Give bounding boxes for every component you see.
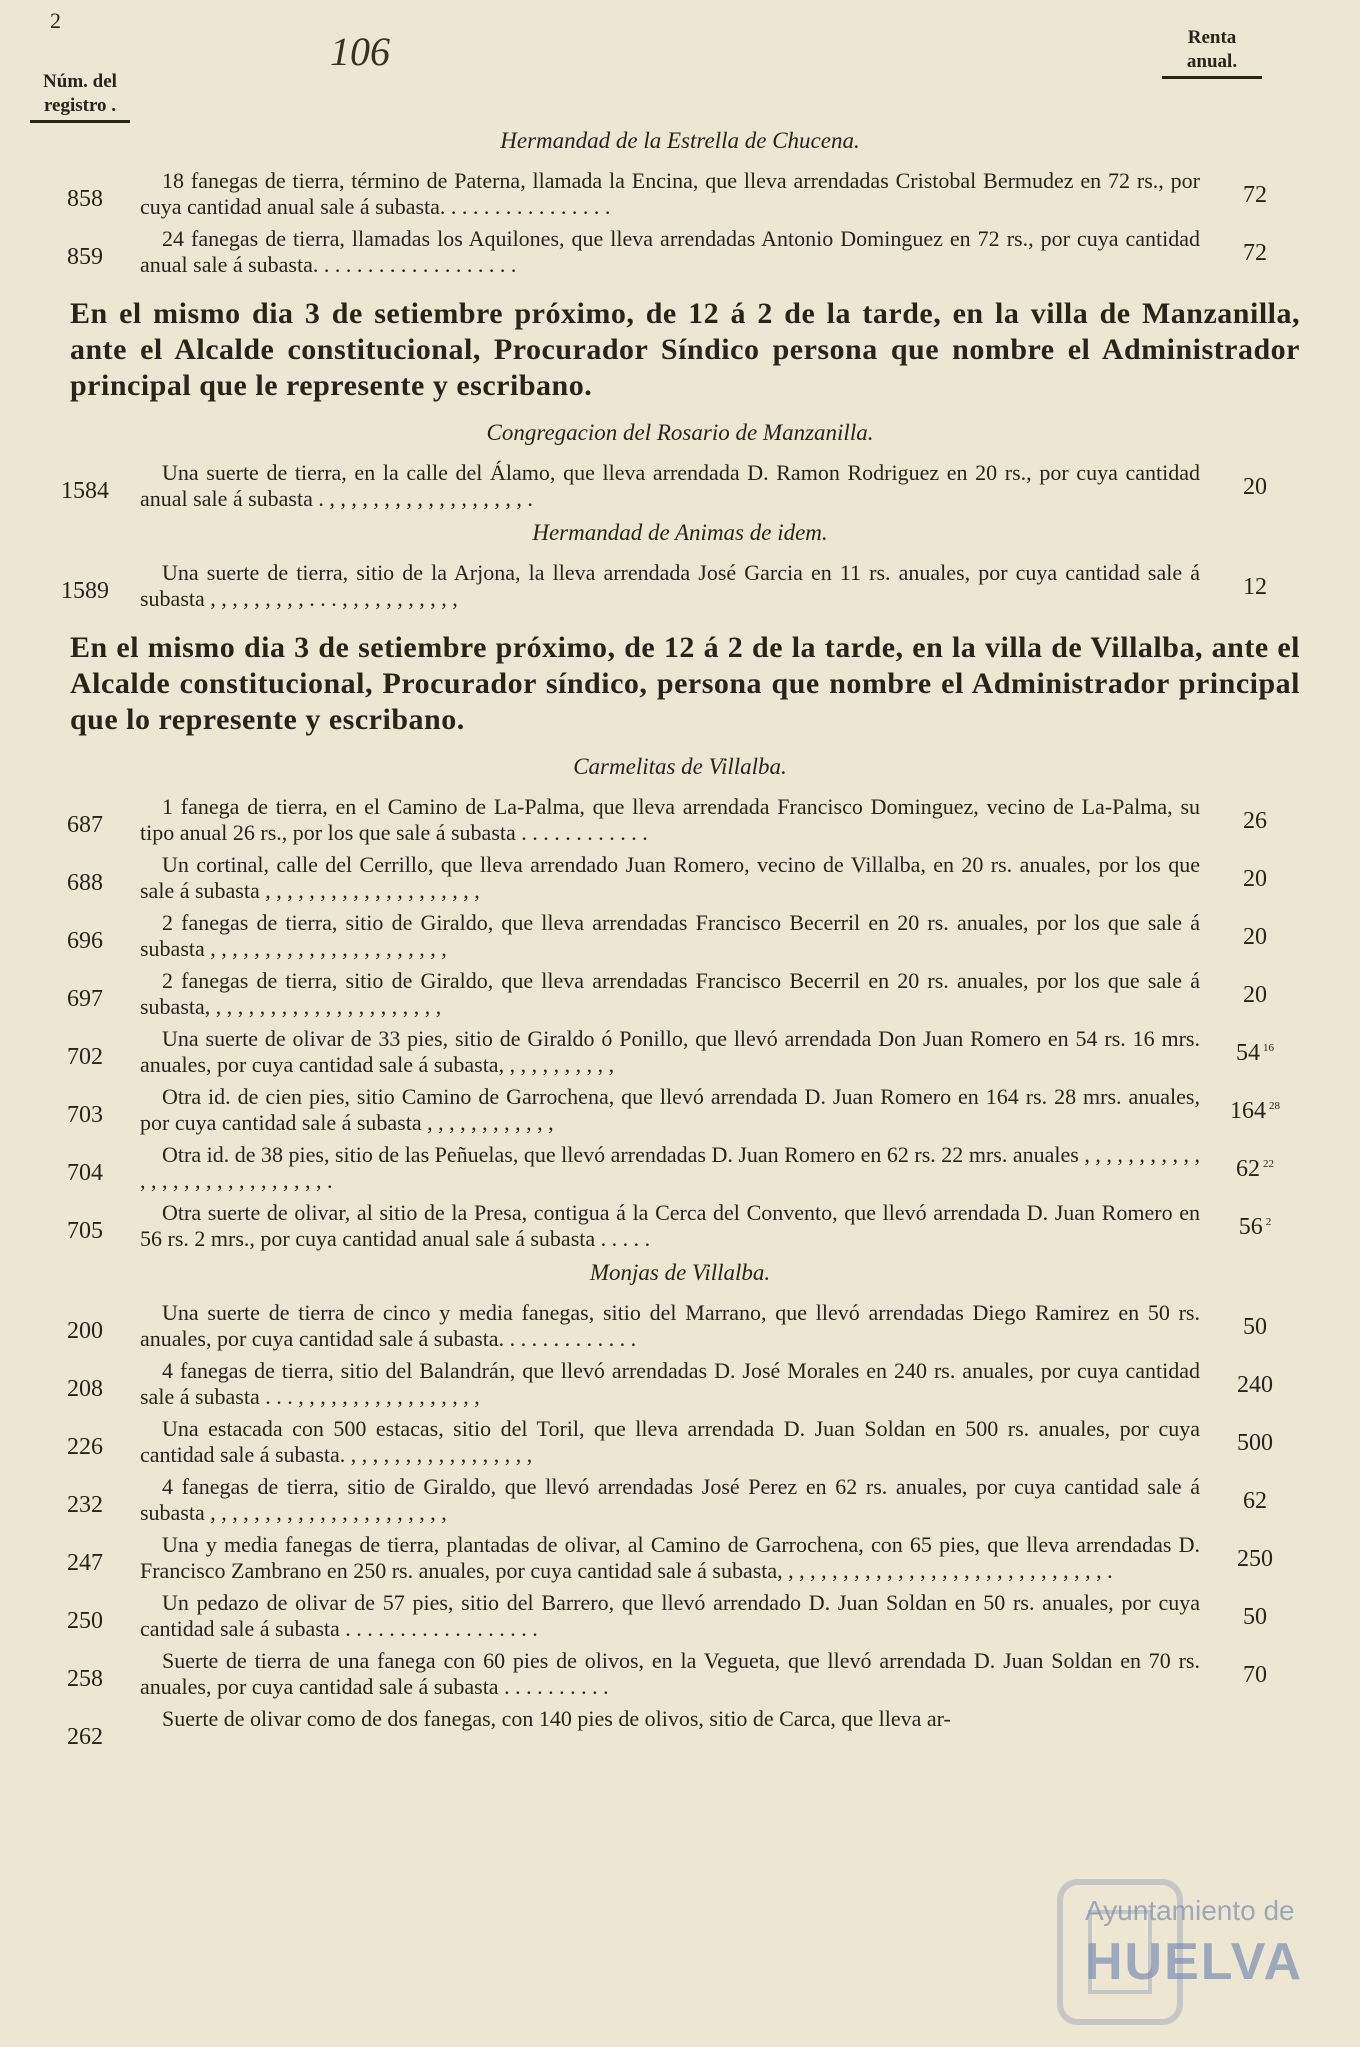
- column-header-renta-line2: anual.: [1186, 51, 1238, 72]
- entry-description: Una suerte de olivar de 33 pies, sitio de Giraldo ó Ponillo, que llevó arrendada Don Juan Romero en 54 rs. 16 mrs. anuales, por cuya cantidad sale á subasta, , , , , , , , , , ,: [140, 1026, 1200, 1077]
- registry-number: 208: [67, 1376, 103, 1402]
- registry-number: 232: [67, 1492, 103, 1518]
- registry-number: 702: [67, 1044, 103, 1070]
- annual-rent-reales: 54: [1236, 1040, 1260, 1066]
- annual-rent: [1200, 1300, 1310, 1341]
- column-header-registro-line1: Núm. del: [43, 71, 117, 92]
- annual-rent-reales: 20: [1243, 982, 1267, 1008]
- registry-number: 705: [67, 1218, 103, 1244]
- annual-rent-maravedis: 16: [1263, 1042, 1274, 1054]
- register-entry: [30, 1474, 1330, 1526]
- annual-rent: [1200, 968, 1310, 1009]
- register-entry: [30, 168, 1330, 220]
- folio-number: 106: [330, 29, 390, 74]
- register-entry: [30, 1358, 1330, 1410]
- annual-rent: [1200, 1416, 1310, 1457]
- registry-number: 200: [67, 1318, 103, 1344]
- entry-description: Otra suerte de olivar, al sitio de la Presa, contigua á la Cerca del Convento, que llevó arrendada D. Juan Romero en 56 rs. 2 mrs., por cuya cantidad anual sale á subasta . . . . .: [140, 1200, 1200, 1251]
- annual-rent-reales: 72: [1243, 182, 1267, 208]
- entry-description: 1 fanega de tierra, en el Camino de La-Palma, que lleva arrendada Francisco Dominguez, vecino de La-Palma, su tipo anual 26 rs., por los que sale á subasta . . . . . . . . . . . .: [140, 794, 1200, 845]
- registry-number: 696: [67, 928, 103, 954]
- annual-rent-reales: 250: [1237, 1546, 1273, 1572]
- registry-number: 704: [67, 1160, 103, 1186]
- registry-number: 250: [67, 1608, 103, 1634]
- register-entry: [30, 1706, 1330, 1751]
- annual-rent-reales: 50: [1243, 1604, 1267, 1630]
- registry-number: 258: [67, 1666, 103, 1692]
- registry-number: 1584: [61, 478, 109, 504]
- annual-rent: [1200, 168, 1310, 209]
- registry-number: 858: [67, 186, 103, 212]
- entry-description: 2 fanegas de tierra, sitio de Giraldo, que lleva arrendadas Francisco Becerril en 20 rs. anuales, por los que sale á subasta , , , , , , , , , , , , , , , , , , , , , ,: [140, 910, 1200, 961]
- register-entry: [30, 560, 1330, 612]
- register-entry: [30, 1648, 1330, 1700]
- entry-description: 4 fanegas de tierra, sitio del Balandrán, que llevó arrendadas D. José Morales en 240 rs. anuales, por cuya cantidad sale á subasta . . . , , , , , , , , , , , , , , , , ,: [140, 1358, 1200, 1409]
- entry-description: Una suerte de tierra, en la calle del Álamo, que lleva arrendada D. Ramon Rodriguez en 20 rs., por cuya cantidad anual sale á subasta . , , , , , , , , , , , , , , , , , , .: [140, 460, 1200, 511]
- header-rule: [1162, 76, 1262, 79]
- entry-description: Una y media fanegas de tierra, plantadas de olivar, al Camino de Garrochena, con 65 pies, que lleva arrendadas D. Francisco Zambrano en 250 rs. anuales, por cuya cantidad sale á subasta, , , , , , , , , , , , , , , , , , , , , , , , , , , , , , .: [140, 1532, 1200, 1583]
- annual-rent: [1200, 1142, 1310, 1183]
- section-title: Congregacion del Rosario de Manzanilla.: [486, 420, 874, 445]
- column-header-registro: [30, 70, 130, 123]
- annual-rent-reales: 240: [1237, 1372, 1273, 1398]
- annual-rent-reales: 500: [1237, 1430, 1273, 1456]
- annual-rent-reales: 20: [1243, 866, 1267, 892]
- column-header-renta-line1: Renta: [1187, 27, 1237, 48]
- registry-number: 262: [67, 1724, 103, 1750]
- annual-rent: [1200, 1706, 1310, 1720]
- register-entry: [30, 910, 1330, 962]
- annual-rent: [1200, 226, 1310, 267]
- entry-description: Suerte de tierra de una fanega con 60 pies de olivos, en la Vegueta, que llevó arrendada D. Juan Soldan en 70 rs. anuales, por cuya cantidad sale á subasta . . . . . . . . . .: [140, 1648, 1200, 1699]
- column-header-renta: [1162, 26, 1262, 79]
- entry-description: 24 fanegas de tierra, llamadas los Aquilones, que lleva arrendadas Antonio Dominguez en 72 rs., por cuya cantidad anual sale á subasta. . . . . . . . . . . . . . . . . . .: [140, 226, 1200, 277]
- annual-rent-reales: 62: [1243, 1488, 1267, 1514]
- annual-rent-reales: 72: [1243, 240, 1267, 266]
- annual-rent: [1200, 460, 1310, 501]
- entry-description: 2 fanegas de tierra, sitio de Giraldo, que lleva arrendadas Francisco Becerril en 20 rs. anuales, por los que sale á subasta, , , , , , , , , , , , , , , , , , , , , ,: [140, 968, 1200, 1019]
- annual-rent-reales: 56: [1238, 1214, 1263, 1240]
- entry-description: Otra id. de cien pies, sitio Camino de Garrochena, que llevó arrendada D. Juan Romero en 164 rs. 28 mrs. anuales, por cuya cantidad sale á subasta , , , , , , , , , , , ,: [140, 1084, 1200, 1135]
- corner-mark: 2: [50, 8, 61, 33]
- registry-number: 697: [67, 986, 103, 1012]
- annual-rent: [1200, 1200, 1310, 1241]
- annual-rent-reales: 50: [1243, 1314, 1267, 1340]
- watermark-line1: Ayuntamiento de: [1085, 1895, 1295, 1926]
- annual-rent-reales: 20: [1243, 924, 1267, 950]
- section-title: Monjas de Villalba.: [589, 1260, 771, 1285]
- entry-description: Suerte de olivar como de dos fanegas, con 140 pies de olivos, sitio de Carca, que lleva ar-: [162, 1706, 951, 1731]
- register-entry: [30, 1026, 1330, 1078]
- annual-rent: [1200, 1358, 1310, 1399]
- register-entry: [30, 794, 1330, 846]
- annual-rent: [1200, 794, 1310, 835]
- entry-description: Una suerte de tierra, sitio de la Arjona, la lleva arrendada José Garcia en 11 rs. anuales, por cuya cantidad sale á subasta , , , , , , , , , . . . , , , , , , , , , , ,: [140, 560, 1200, 611]
- annual-rent: [1200, 1026, 1310, 1067]
- registry-number: 687: [67, 812, 103, 838]
- entry-description: Un cortinal, calle del Cerrillo, que lleva arrendado Juan Romero, vecino de Villalba, en 20 rs. anuales, por los que sale á subasta , , , , , , , , , , , , , , , , , , , ,: [140, 852, 1200, 903]
- annual-rent: [1200, 1532, 1310, 1573]
- entry-description: 18 fanegas de tierra, término de Paterna, llamada la Encina, que lleva arrendadas Cristobal Bermudez en 72 rs., por cuya cantidad anual sale á subasta. . . . . . . . . . . . . . . .: [140, 168, 1200, 219]
- column-header-registro-line2: registro .: [43, 95, 117, 116]
- registry-number: 247: [67, 1550, 103, 1576]
- entry-description: 4 fanegas de tierra, sitio de Giraldo, que llevó arrendadas José Perez en 62 rs. anuales, por cuya cantidad sale á subasta , , , , , , , , , , , , , , , , , , , , , ,: [140, 1474, 1200, 1525]
- annual-rent-maravedis: 22: [1263, 1158, 1274, 1170]
- annual-rent: [1200, 910, 1310, 951]
- registry-number: 859: [67, 244, 103, 270]
- entry-description: Otra id. de 38 pies, sitio de las Peñuelas, que llevó arrendadas D. Juan Romero en 62 rs. 22 mrs. anuales , , , , , , , , , , , , , , , , , , , , , , , , , , , , .: [140, 1142, 1200, 1193]
- annual-rent: [1200, 1474, 1310, 1515]
- section-group-2: [30, 420, 1330, 612]
- register-entry: [30, 1084, 1330, 1136]
- entry-description: Una suerte de tierra de cinco y media fanegas, sitio del Marrano, que llevó arrendadas Diego Ramirez en 50 rs. anuales, por cuya cantidad sale á subasta. . . . . . . . . . . . .: [140, 1300, 1200, 1351]
- register-entry: [30, 852, 1330, 904]
- register-entry: [30, 1416, 1330, 1468]
- entry-description: Un pedazo de olivar de 57 pies, sitio del Barrero, que llevó arrendado D. Juan Soldan en 50 rs. anuales, por cuya cantidad sale á subasta . . . . . . . . . . . . . . . . . .: [140, 1590, 1200, 1641]
- annual-rent-maravedis: 28: [1269, 1100, 1280, 1112]
- section-title: Hermandad de Animas de idem.: [532, 520, 828, 545]
- register-entry: [30, 226, 1330, 278]
- register-entry: [30, 460, 1330, 512]
- section-title: Carmelitas de Villalba.: [573, 754, 787, 779]
- auction-notice-villalba: En el mismo dia 3 de setiembre próximo, de 12 á 2 de la tarde, en la villa de Villalba, ante el Alcalde constitucional, Procurador síndico, persona que nombre el Administrador principal que lo represente y escribano.: [70, 631, 1300, 736]
- document-body: [30, 120, 1330, 1757]
- annual-rent: [1200, 1084, 1310, 1125]
- registry-number: 1589: [61, 578, 109, 604]
- register-entry: [30, 1142, 1330, 1194]
- register-entry: [30, 1532, 1330, 1584]
- annual-rent-reales: 26: [1243, 808, 1267, 834]
- register-entry: [30, 1300, 1330, 1352]
- watermark-line2: HUELVA: [1085, 1933, 1304, 1991]
- annual-rent: [1200, 852, 1310, 893]
- register-entry: [30, 1200, 1330, 1252]
- annual-rent: [1200, 1590, 1310, 1631]
- annual-rent-reales: 20: [1243, 474, 1267, 500]
- register-entry: [30, 968, 1330, 1020]
- annual-rent-reales: 12: [1243, 574, 1267, 600]
- registry-number: 226: [67, 1434, 103, 1460]
- auction-notice-manzanilla: En el mismo dia 3 de setiembre próximo, de 12 á 2 de la tarde, en la villa de Manzanilla, ante el Alcalde constitucional, Procurador Síndico persona que nombre el Administrador principal que le represente y escribano.: [70, 297, 1300, 402]
- annual-rent: [1200, 560, 1310, 601]
- registry-number: 688: [67, 870, 103, 896]
- section-title: Hermandad de la Estrella de Chucena.: [500, 128, 860, 153]
- annual-rent: [1200, 1648, 1310, 1689]
- registry-number: 703: [67, 1102, 103, 1128]
- annual-rent-reales: 164: [1230, 1098, 1266, 1124]
- annual-rent-reales: 62: [1236, 1156, 1260, 1182]
- section-group-3: [30, 754, 1330, 1751]
- register-entry: [30, 1590, 1330, 1642]
- annual-rent-reales: 70: [1243, 1662, 1267, 1688]
- section-group-1: [30, 128, 1330, 278]
- annual-rent-maravedis: 2: [1265, 1216, 1272, 1228]
- entry-description: Una estacada con 500 estacas, sitio del Toril, que lleva arrendada D. Juan Soldan en 500 rs. anuales, por cuya cantidad sale á subasta. , , , , , , , , , , , , , , , , ,: [140, 1416, 1200, 1467]
